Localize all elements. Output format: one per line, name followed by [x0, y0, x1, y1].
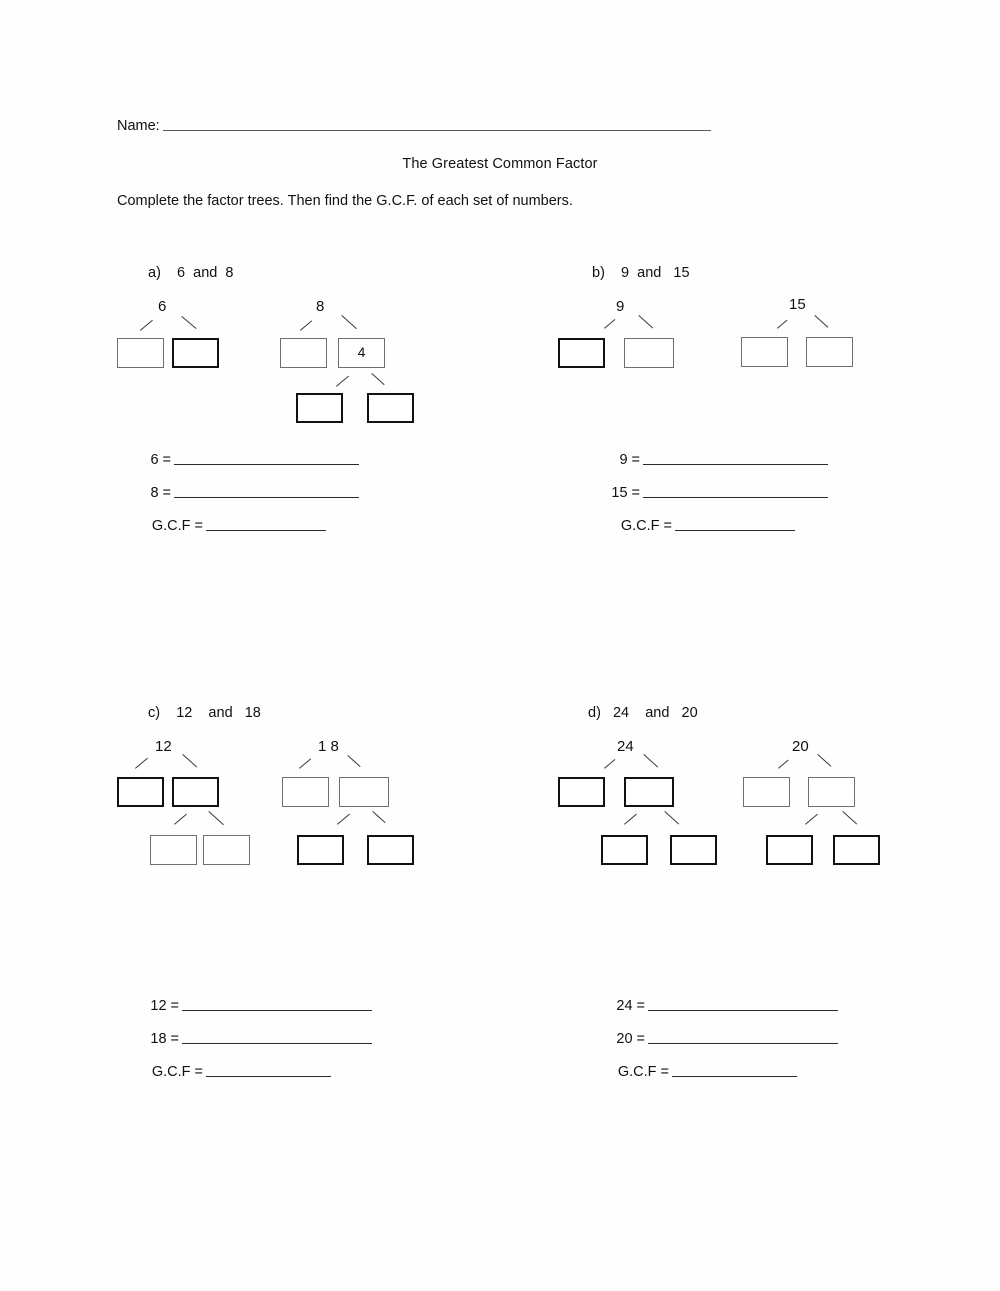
answer-row [606, 452, 828, 468]
factor-box[interactable] [117, 338, 164, 368]
tree-root-24: 24 [617, 738, 634, 755]
branch-tick-left [140, 320, 153, 331]
branch-tick-right [638, 315, 653, 328]
answer-rule[interactable] [174, 497, 359, 498]
answer-rule[interactable] [206, 1076, 331, 1077]
problem-c-answers [145, 998, 372, 1097]
problem-d-label: d) 24 and 20 [588, 705, 698, 721]
answer-row [145, 998, 372, 1014]
problem-c-label: c) 12 and 18 [148, 705, 261, 721]
branch-tick-left [805, 814, 818, 825]
factor-box[interactable] [670, 835, 717, 865]
factor-box[interactable] [296, 393, 343, 423]
branch-tick-right [664, 811, 679, 824]
answer-rule[interactable] [643, 497, 828, 498]
answer-row [606, 485, 828, 501]
answer-label: 20 = [616, 1031, 645, 1047]
branch-tick-right [643, 754, 658, 767]
problem-d-answers [611, 998, 838, 1097]
branch-tick-left [777, 320, 788, 329]
branch-tick-left [337, 814, 350, 825]
factor-box[interactable] [624, 777, 674, 807]
answer-label: 15 = [611, 485, 640, 501]
factor-box[interactable] [297, 835, 344, 865]
answer-rule[interactable] [648, 1010, 838, 1011]
answer-label: 9 = [619, 452, 640, 468]
factor-box[interactable] [172, 338, 219, 368]
factor-box[interactable] [808, 777, 855, 807]
answer-row [145, 452, 359, 468]
answer-rule[interactable] [206, 530, 326, 531]
branch-tick-right [182, 754, 197, 767]
branch-tick-left [604, 319, 615, 329]
branch-tick-right [372, 811, 385, 823]
factor-box[interactable] [282, 777, 329, 807]
instruction-text: Complete the factor trees. Then find the G.C.F. of each set of numbers. [117, 193, 573, 209]
factor-box[interactable] [601, 835, 648, 865]
answer-label: G.C.F = [617, 1064, 669, 1080]
answer-row [611, 1064, 838, 1080]
answer-label: G.C.F = [620, 518, 672, 534]
tree-root-12: 12 [155, 738, 172, 755]
tree-root-6: 6 [158, 298, 167, 315]
name-input-rule[interactable] [163, 130, 711, 131]
factor-box[interactable] [743, 777, 790, 807]
branch-tick-right [341, 315, 357, 329]
answer-label: 8 = [150, 485, 171, 501]
factor-box[interactable] [117, 777, 164, 807]
answer-rule[interactable] [672, 1076, 797, 1077]
branch-tick-left [300, 320, 312, 330]
branch-tick-left [336, 376, 349, 387]
answer-row [145, 518, 359, 534]
problem-a-label: a) 6 and 8 [148, 265, 234, 281]
factor-box[interactable] [624, 338, 674, 368]
answer-row [606, 518, 828, 534]
answer-label: G.C.F = [151, 518, 203, 534]
answer-rule[interactable] [648, 1043, 838, 1044]
name-field-row [117, 118, 711, 134]
problem-b-answers [606, 452, 828, 551]
answer-row [145, 1064, 372, 1080]
factor-box-filled[interactable]: 4 [338, 338, 385, 368]
factor-box[interactable] [741, 337, 788, 367]
branch-tick-right [181, 316, 196, 329]
branch-tick-left [174, 814, 187, 825]
branch-tick-left [299, 758, 311, 768]
branch-tick-right [347, 755, 360, 767]
problem-b-label: b) 9 and 15 [592, 265, 690, 281]
problem-a-answers [145, 452, 359, 551]
factor-box[interactable] [203, 835, 250, 865]
answer-row [611, 998, 838, 1014]
answer-row [145, 485, 359, 501]
branch-tick-left [624, 814, 637, 825]
factor-box[interactable] [172, 777, 219, 807]
answer-rule[interactable] [675, 530, 795, 531]
branch-tick-right [814, 315, 828, 328]
answer-rule[interactable] [643, 464, 828, 465]
factor-box[interactable] [558, 338, 605, 368]
tree-root-18: 1 8 [318, 738, 339, 755]
branch-tick-right [371, 373, 384, 385]
tree-root-8: 8 [316, 298, 325, 315]
answer-rule[interactable] [182, 1043, 372, 1044]
branch-tick-right [817, 754, 831, 767]
answer-row [145, 1031, 372, 1047]
factor-box[interactable] [367, 393, 414, 423]
page-title: The Greatest Common Factor [402, 156, 598, 172]
tree-root-9: 9 [616, 298, 625, 315]
answer-label: 24 = [616, 998, 645, 1014]
answer-label: G.C.F = [151, 1064, 203, 1080]
name-label: Name: [117, 118, 160, 134]
branch-tick-right [842, 811, 857, 824]
factor-box[interactable] [367, 835, 414, 865]
factor-box[interactable] [339, 777, 389, 807]
tree-root-15: 15 [789, 296, 806, 313]
answer-label: 12 = [150, 998, 179, 1014]
factor-box[interactable] [150, 835, 197, 865]
factor-box[interactable] [558, 777, 605, 807]
tree-root-20: 20 [792, 738, 809, 755]
branch-tick-right [208, 811, 224, 825]
factor-box[interactable] [766, 835, 813, 865]
branch-tick-left [604, 759, 615, 769]
factor-box[interactable] [833, 835, 880, 865]
answer-rule[interactable] [182, 1010, 372, 1011]
factor-box[interactable] [806, 337, 853, 367]
answer-label: 18 = [150, 1031, 179, 1047]
answer-label: 6 = [150, 452, 171, 468]
branch-tick-left [778, 760, 789, 769]
answer-rule[interactable] [174, 464, 359, 465]
factor-box[interactable] [280, 338, 327, 368]
branch-tick-left [135, 758, 148, 769]
answer-row [611, 1031, 838, 1047]
